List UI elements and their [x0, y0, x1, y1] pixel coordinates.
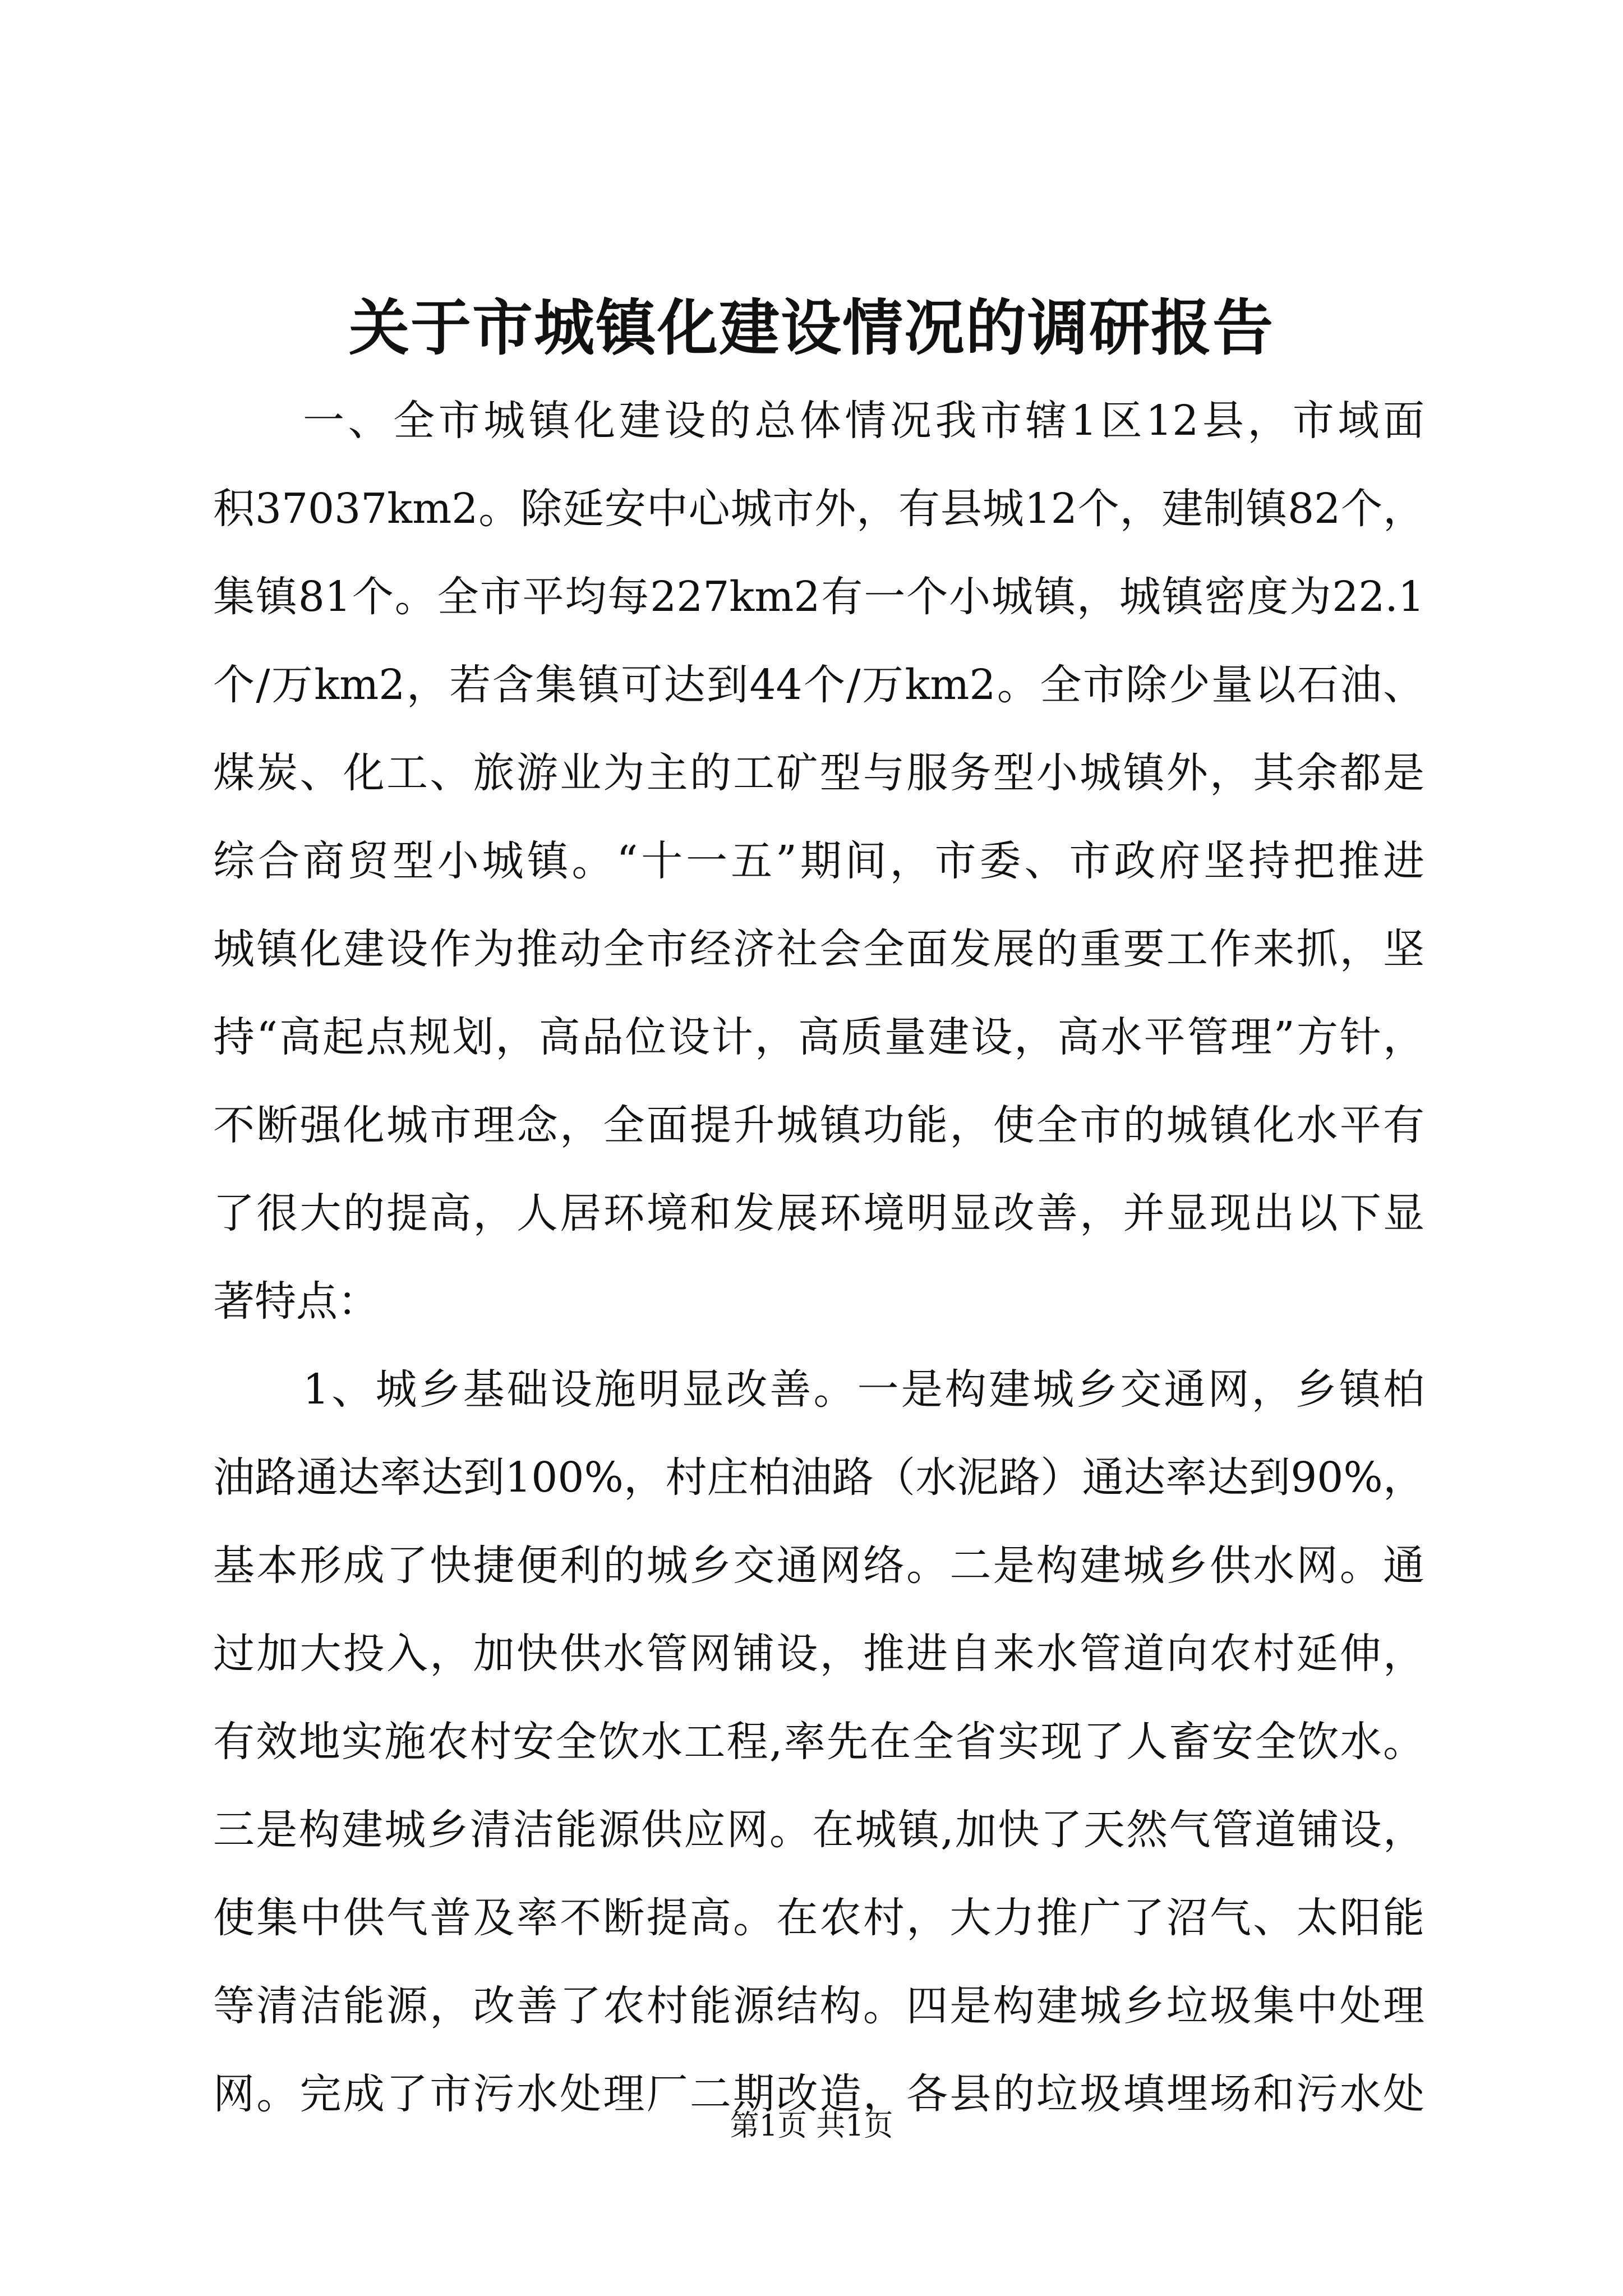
text-line: 1、城乡基础设施明显改善。一是构建城乡交通网，乡镇柏: [303, 1365, 1424, 1414]
text-line: 煤炭、化工、旅游业为主的工矿型与服务型小城镇外，其余都是: [213, 749, 1424, 797]
text-line: 个/万km2，若含集镇可达到44个/万km2。全市除少量以石油、: [213, 661, 1424, 709]
text-line: 著特点：: [213, 1277, 379, 1326]
text-line: 三是构建城乡清洁能源供应网。在城镇,加快了天然气管道铺设，: [213, 1806, 1424, 1854]
text-line: 积37037km2。除延安中心城市外，有县城12个，建制镇82个，: [213, 485, 1424, 533]
text-line: 使集中供气普及率不断提高。在农村，大力推广了沼气、太阳能: [213, 1894, 1424, 1942]
text-line: 等清洁能源，改善了农村能源结构。四是构建城乡垃圾集中处理: [213, 1982, 1424, 2030]
text-line: 不断强化城市理念，全面提升城镇功能，使全市的城镇化水平有: [213, 1101, 1424, 1149]
text-line: 综合商贸型小城镇。“十一五”期间，市委、市政府坚持把推进: [213, 837, 1424, 885]
text-line: 一、全市城镇化建设的总体情况我市辖1区12县，市域面: [303, 397, 1424, 445]
text-line: 有效地实施农村安全饮水工程,率先在全省实现了人畜安全饮水。: [213, 1718, 1424, 1766]
paragraph: [213, 377, 1424, 1346]
document-title: 关于市城镇化建设情况的调研报告: [348, 293, 1274, 364]
document-body: [213, 377, 1424, 2138]
text-line: 城镇化建设作为推动全市经济社会全面发展的重要工作来抓，坚: [213, 925, 1424, 973]
text-line: 持“高起点规划，高品位设计，高质量建设，高水平管理”方针，: [213, 1013, 1424, 1061]
text-line: 集镇81个。全市平均每227km2有一个小城镇，城镇密度为22.1: [213, 573, 1424, 621]
text-line: 网。完成了市污水处理厂二期改造，各县的垃圾填埋场和污水处: [213, 2070, 1424, 2118]
paragraph: [213, 1346, 1424, 2138]
text-line: 基本形成了快捷便利的城乡交通网络。二是构建城乡供水网。通: [213, 1542, 1424, 1590]
text-line: 了很大的提高，人居环境和发展环境明显改善，并显现出以下显: [213, 1189, 1424, 1237]
text-line: 过加大投入，加快供水管网铺设，推进自来水管道向农村延伸，: [213, 1630, 1424, 1678]
text-line: 油路通达率达到100%，村庄柏油路（水泥路）通达率达到90%，: [213, 1453, 1424, 1502]
page-footer: 第1页 共1页: [730, 2109, 893, 2143]
